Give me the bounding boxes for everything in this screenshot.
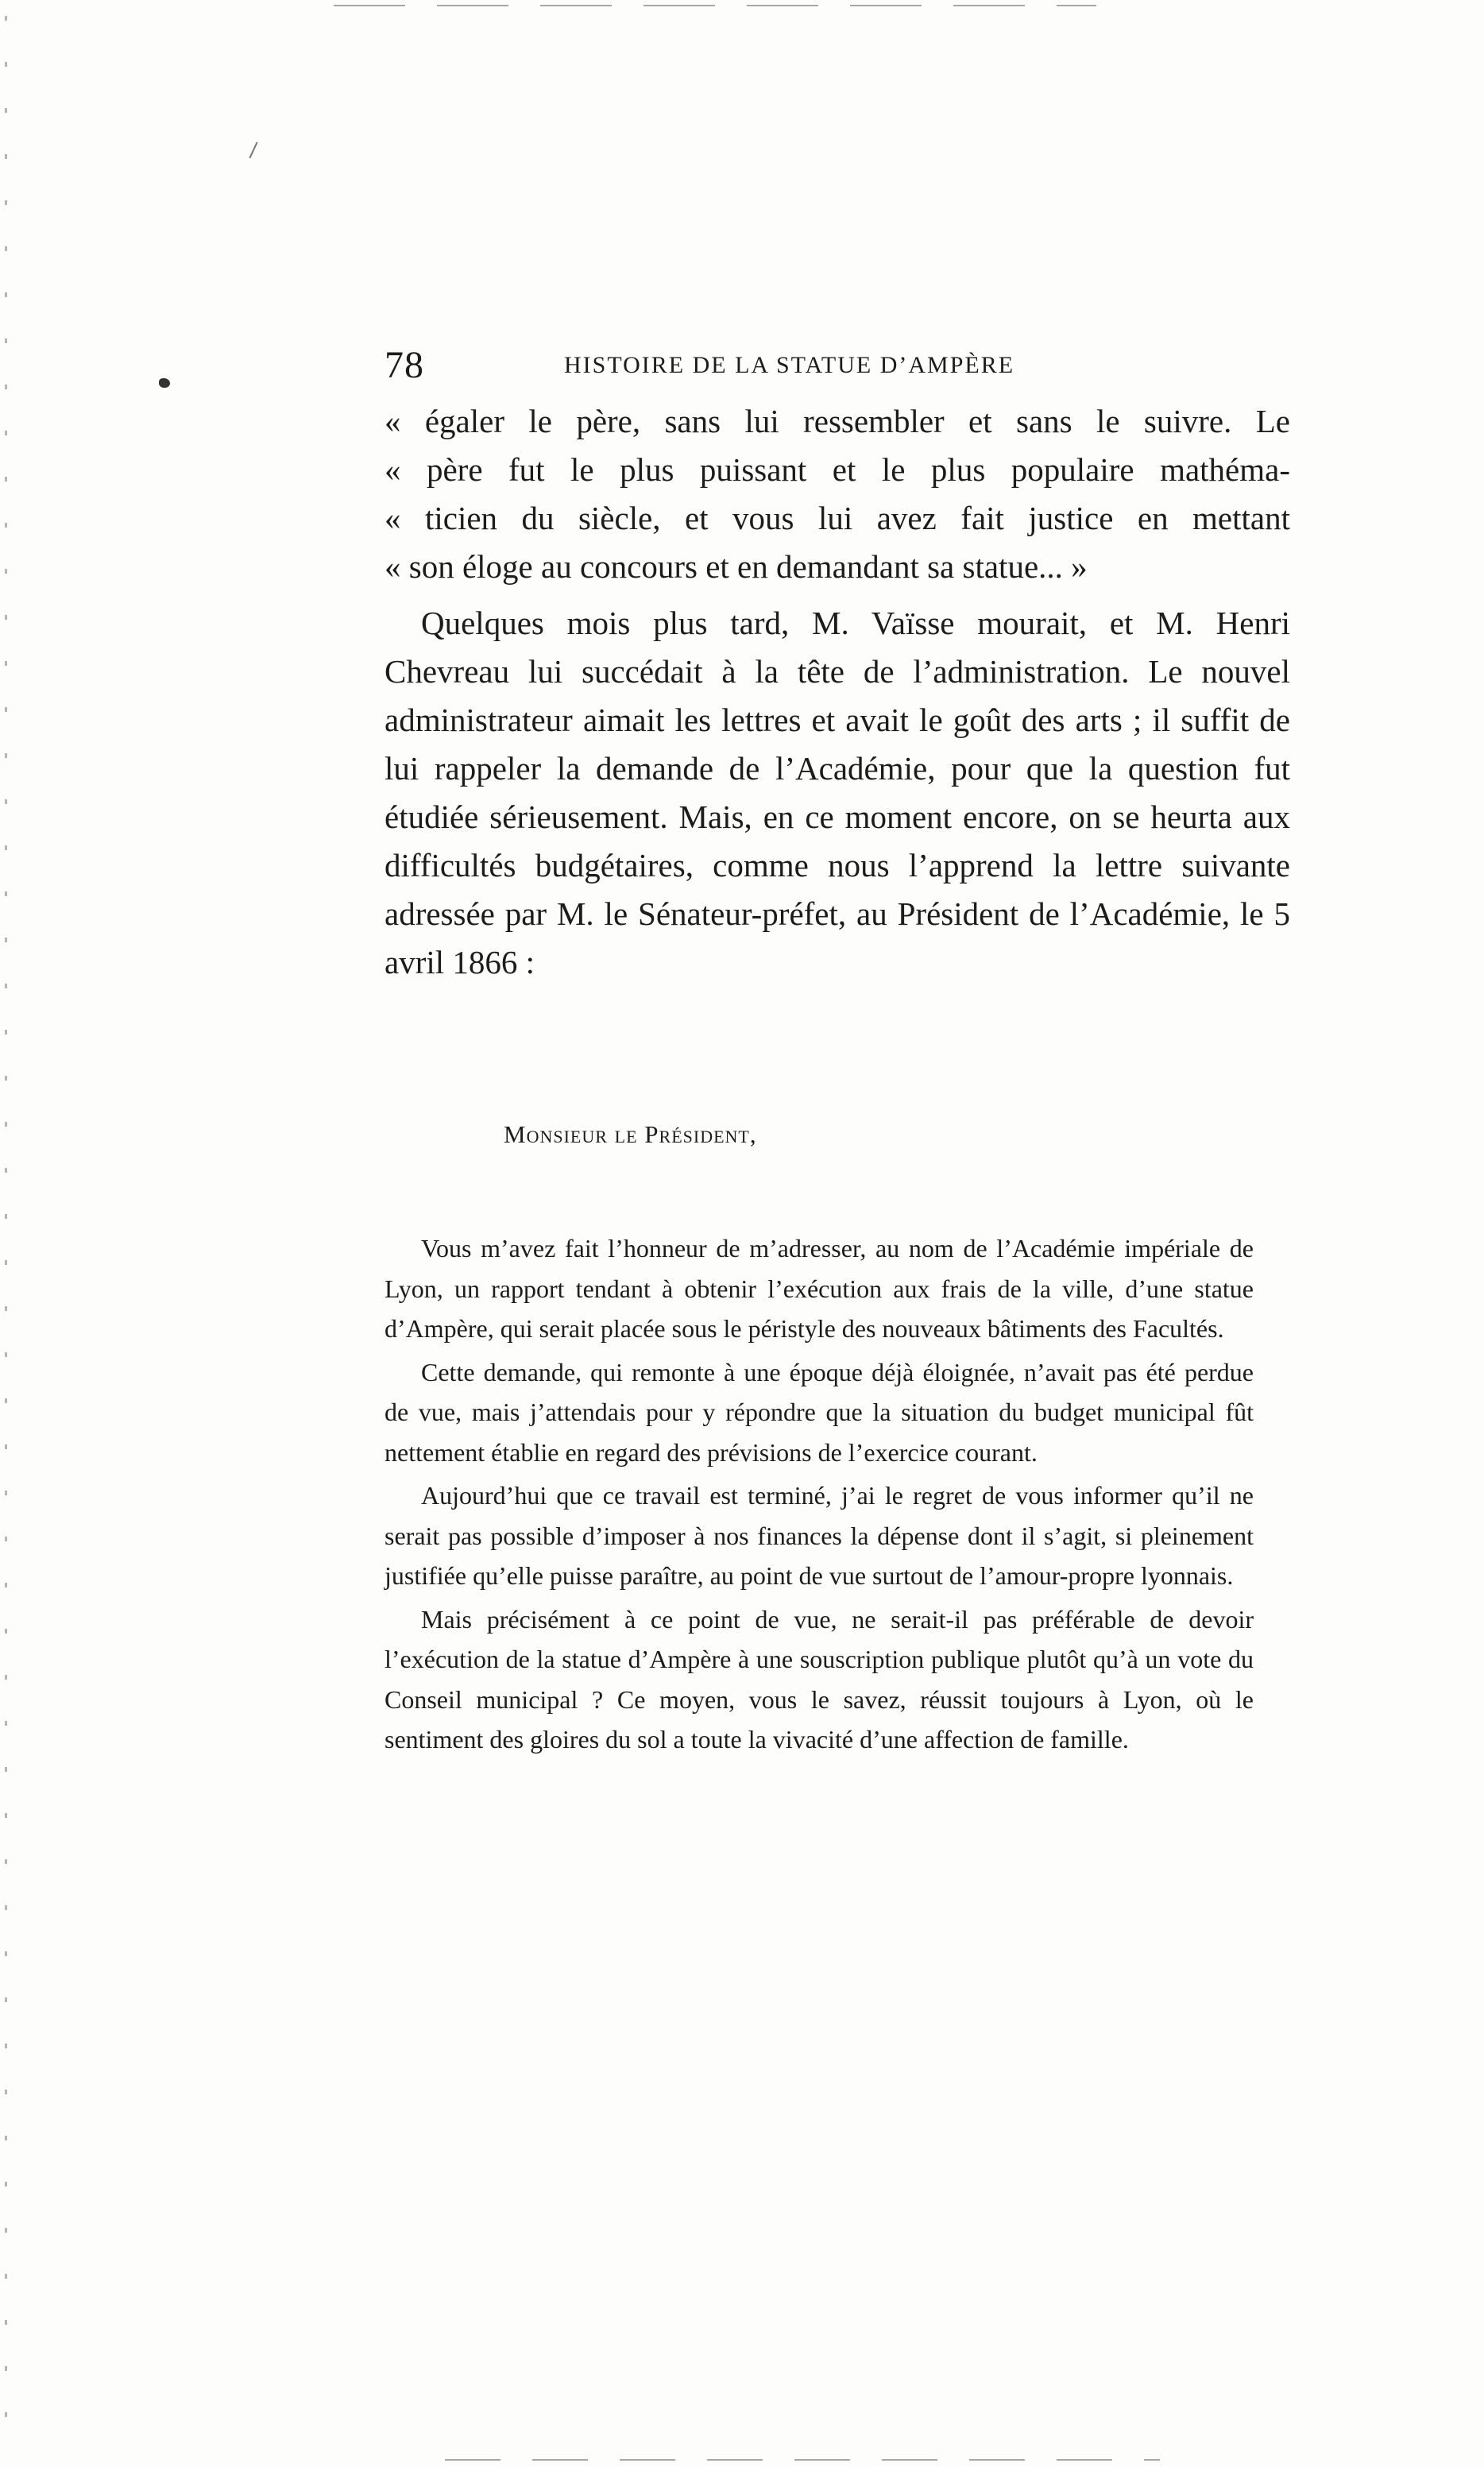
quote-line: « son éloge au concours et en demandant sa statue... » bbox=[385, 548, 1088, 585]
quote-line: « ticien du siècle, et vous lui avez fait justice en mettant bbox=[385, 500, 1290, 536]
letter-body bbox=[385, 1228, 1254, 1763]
running-title: HISTOIRE DE LA STATUE D’AMPÈRE bbox=[564, 352, 1015, 378]
body-text bbox=[385, 397, 1290, 987]
scan-top-edge bbox=[334, 5, 1096, 6]
page-header bbox=[385, 343, 1068, 391]
main-paragraph: Quelques mois plus tard, M. Vaïsse mourait, et M. Henri Chevreau lui succédait à la tête de l’administration. Le nouvel administrateur aimait les lettres et avait le goût des arts ; il suffit de lui rappeler la demande de l’Académie, pour que la question fut étudiée sérieusement. Mais, en ce moment encore, on se heurta aux difficultés budgétaires, comme nous l’apprend la lettre suivante adressée par M. le Sénateur-préfet, au Président de l’Académie, le 5 avril 1866 : bbox=[385, 605, 1290, 980]
letter-paragraph: Cette demande, qui remonte à une époque déjà éloignée, n’avait pas été perdue de vue, mais j’attendais pour y répondre que la situation du budget municipal fût nettement établie en regard des prévisions de l’exercice courant. bbox=[385, 1357, 1254, 1467]
scan-bottom-edge bbox=[445, 2459, 1160, 2461]
letter-paragraph: Aujourd’hui que ce travail est terminé, j’ai le regret de vous informer qu’il ne serait pas possible d’imposer à nos finances la dépense dont il s’agit, si pleinement justifiée qu’elle puisse paraître, au point de vue surtout de l’amour-propre lyonnais. bbox=[385, 1481, 1254, 1590]
ink-blot bbox=[159, 378, 170, 388]
page-number: 78 bbox=[385, 344, 424, 386]
scan-left-edge bbox=[5, 16, 7, 2447]
letter-paragraph: Vous m’avez fait l’honneur de m’adresser, au nom de l’Académie impériale de Lyon, un rapport tendant à obtenir l’exécution aux frais de la ville, d’une statue d’Ampère, qui serait placée sous le péristyle des nouveaux bâtiments des Facultés. bbox=[385, 1234, 1254, 1343]
quote-line: « père fut le plus puissant et le plus populaire mathéma- bbox=[385, 451, 1290, 488]
letter-salutation: Monsieur le Président, bbox=[504, 1120, 757, 1148]
stray-pen-mark bbox=[249, 142, 257, 159]
letter-paragraph: Mais précisément à ce point de vue, ne serait-il pas préférable de devoir l’exécution de la statue d’Ampère à une souscription publique plutôt qu’à un vote du Conseil municipal ? Ce moyen, vous le savez, réussit toujours à Lyon, où le sentiment des gloires du sol a toute la vivacité d’une affection de famille. bbox=[385, 1604, 1254, 1754]
quote-line: « égaler le père, sans lui ressembler et sans le suivre. Le bbox=[385, 403, 1290, 439]
